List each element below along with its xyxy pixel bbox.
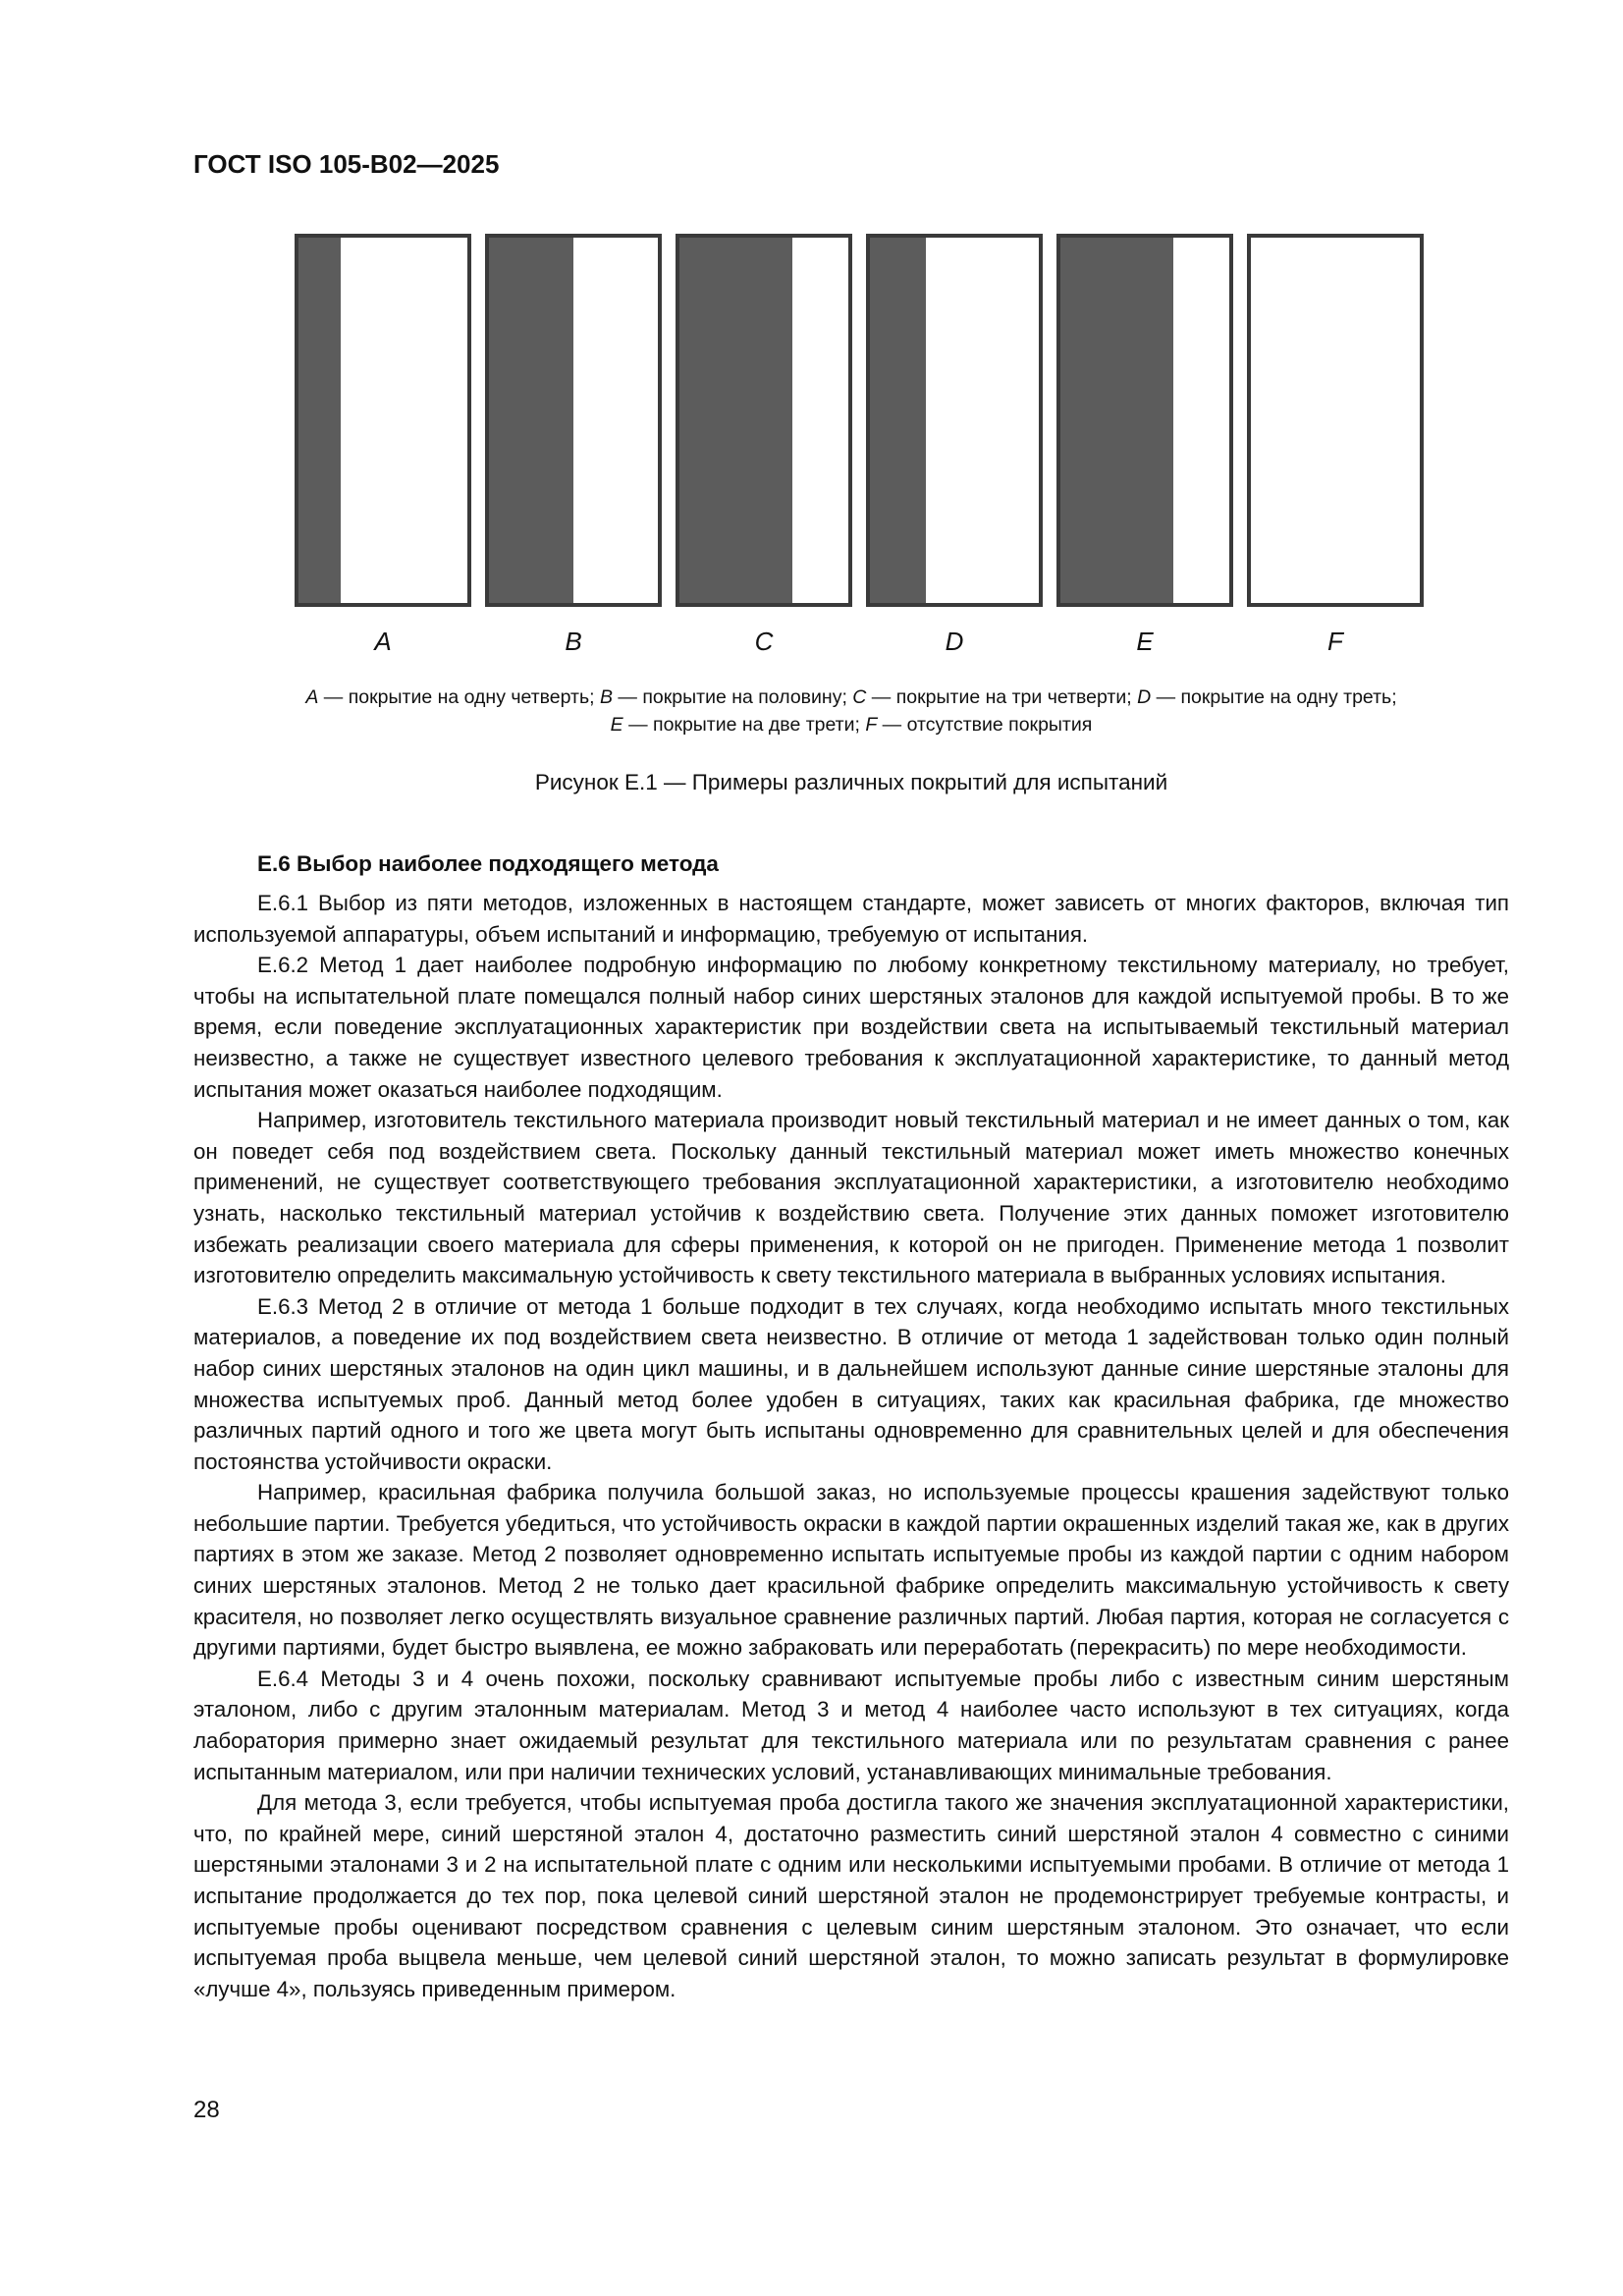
paragraph: Е.6.3 Метод 2 в отличие от метода 1 больше подходит в тех случаях, когда необходимо испытать много текстильных материалов, а поведение их под воздействием света неизвестно. В отличие от метода 1 задействован только один полный набор синих шерстяных эталонов на один цикл машины, и в дальнейшем используют данные синие шерстяные эталоны для множества испытуемых проб. Данный метод более удобен в ситуациях, таких как красильная фабрика, где множество различных партий одного и того же цвета могут быть испытаны одновременно для сравнительных целей и для обеспечения постоянства устойчивости окраски. xyxy=(193,1293,1509,1474)
document-header: ГОСТ ISO 105-B02—2025 xyxy=(193,149,500,179)
paragraph: Например, изготовитель текстильного материала производит новый текстильный материал и не имеет данных о том, как он поведет себя под воздействием света. Поскольку данный текстильный материал может иметь множество конечных применений, не существует соответствующего требования эксплуатационной характеристики, а изготовителю необходимо узнать, насколько текстильный материал устойчив к воздействию света. Получение этих данных поможет изготовителю избежать реализации своего материала для сферы применения, к которой он не пригоден. Применение метода 1 позволит изготовителю определить максимальную устойчивость к свету текстильного материала в выбранных условиях испытания. xyxy=(193,1108,1509,1288)
panel-f-label: F xyxy=(1327,627,1343,656)
legend-key: F xyxy=(865,714,878,736)
panel-c xyxy=(676,234,852,607)
section-title: Е.6 Выбор наиболее подходящего метода xyxy=(257,851,719,876)
legend-key: B xyxy=(599,686,613,708)
panel-e xyxy=(1056,234,1233,607)
panel-a-label: A xyxy=(374,627,392,656)
panel-c-label: C xyxy=(754,627,774,656)
panel-d xyxy=(866,234,1043,607)
panel-d-coverage xyxy=(870,238,926,603)
figure-caption: Рисунок Е.1 — Примеры различных покрытий для испытаний xyxy=(534,770,1168,794)
paragraph: Е.6.2 Метод 1 дает наиболее подробную информацию по любому конкретному текстильному материалу, но требует, чтобы на испытательной плате помещался полный набор синих шерстяных эталонов для каждой испытуемой пробы. В то же время, если поведение эксплуатационных характеристик при воздействии света на испытываемый текстильный материал неизвестно, а также не существует известного целевого требования к эксплуатационной характеристике, то данный метод испытания может оказаться наиболее подходящим. xyxy=(193,953,1509,1102)
panel-f xyxy=(1247,234,1424,607)
panel-a-coverage xyxy=(298,238,341,603)
panel-b-label: B xyxy=(565,627,582,656)
page-number: 28 xyxy=(193,2097,220,2123)
panel-c-coverage xyxy=(679,238,792,603)
paragraph: Например, красильная фабрика получила большой заказ, но используемые процессы крашения задействуют только небольшие партии. Требуется убедиться, что устойчивость окраски в каждой партии окрашенных изделий такая же, как в других партиях в этом же заказе. Метод 2 позволяет одновременно испытать испытуемые пробы из каждой партии с одним набором синих шерстяных эталонов. Метод 2 не только дает красильной фабрике определить максимальную устойчивость к свету красителя, но позволяет легко осуществлять визуальное сравнение различных партий. Любая партия, которая не согласуется с другими партиями, будет быстро выявлена, ее можно забраковать или переработать (перекрасить) по мере необходимости. xyxy=(193,1480,1509,1661)
legend-text: — отсутствие покрытия xyxy=(877,714,1093,736)
legend-line-2 xyxy=(193,711,1509,738)
legend-key: E xyxy=(610,714,623,736)
legend-text: — покрытие на одну четверть; xyxy=(318,686,600,708)
paragraph: Е.6.4 Методы 3 и 4 очень похожи, поскольку сравнивают испытуемые пробы либо с известным синим шерстяным эталоном, либо с другим эталонным материалам. Метод 3 и метод 4 наиболее часто используют в тех ситуациях, когда лаборатория примерно знает ожидаемый результат для текстильного материала или по результатам сравнения с ранее испытанным материалом, или при наличии технических условий, устанавливающих минимальные требования. xyxy=(193,1666,1509,1784)
legend-text: — покрытие на одну треть; xyxy=(1151,686,1397,708)
panel-a xyxy=(295,234,471,607)
panel-e-label: E xyxy=(1136,627,1154,656)
figure-legend xyxy=(193,683,1509,738)
legend-key: A xyxy=(305,686,319,708)
legend-text: — покрытие на две трети; xyxy=(622,714,866,736)
legend-text: — покрытие на три четверти; xyxy=(866,686,1138,708)
legend-line-1 xyxy=(193,683,1509,711)
paragraph: Е.6.1 Выбор из пяти методов, изложенных в настоящем стандарте, может зависеть от многих факторов, включая тип используемой аппаратуры, объем испытаний и информацию, требуемую от испытания. xyxy=(193,891,1509,947)
paragraph: Для метода 3, если требуется, чтобы испытуемая проба достигла такого же значения эксплуатационной характеристики, что, по крайней мере, синий шерстяной эталон 4, достаточно разместить синий шерстяной эталон 4 совместно с синими шерстяными эталонами 3 и 2 на испытательной плате с одним или несколькими испытуемыми пробами. В отличие от метода 1 испытание продолжается до тех пор, пока целевой синий шерстяной эталон не продемонстрирует требуемые контрасты, и испытуемые пробы оценивают посредством сравнения с целевым синим шерстяным эталоном. Это означает, что если испытуемая проба выцвела меньше, чем целевой синий шерстяной эталон, то можно записать результат в формулировке «лучше 4», пользуясь приведенным примером. xyxy=(193,1790,1509,2001)
panel-b-coverage xyxy=(489,238,573,603)
legend-key: C xyxy=(852,686,867,708)
panel-d-label: D xyxy=(945,627,964,656)
body-text xyxy=(193,888,1509,2004)
legend-key: D xyxy=(1137,686,1152,708)
coverage-figure xyxy=(295,234,1404,656)
legend-text: — покрытие на половину; xyxy=(613,686,853,708)
panel-e-coverage xyxy=(1060,238,1173,603)
panel-b xyxy=(485,234,662,607)
